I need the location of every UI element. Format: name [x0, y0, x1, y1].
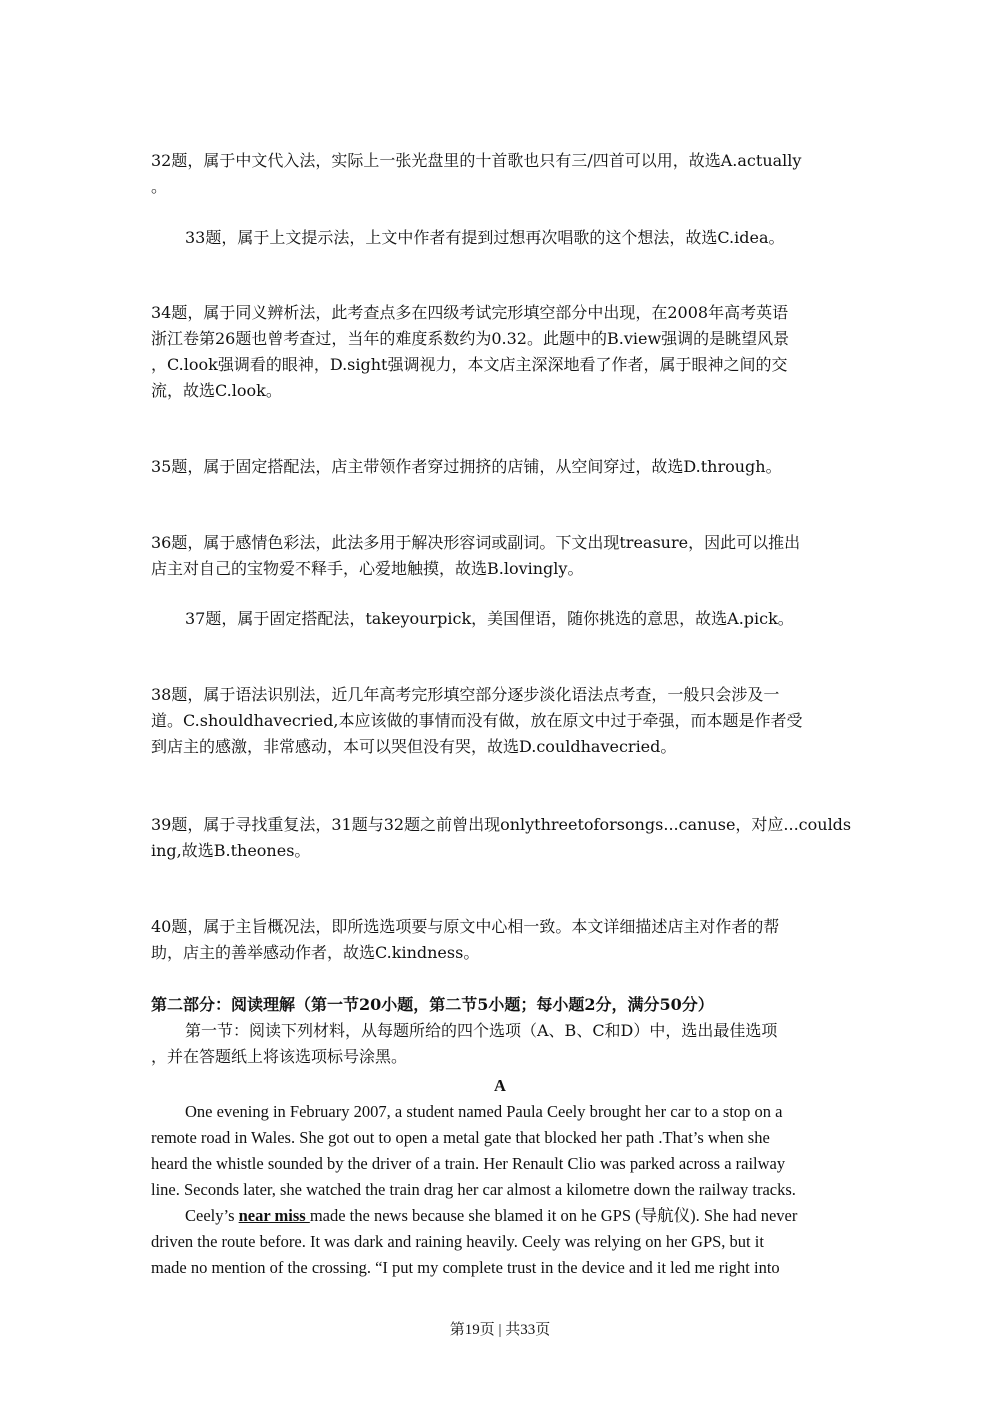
passage-label: A	[494, 1076, 506, 1095]
explanation-q40-line2: 助，店主的善举感动作者，故选C.kindness。	[151, 943, 480, 962]
explanation-q39-line1: 39题，属于寻找重复法，31题与32题之前曾出现onlythreetoforsongs...canuse，对应...coulds	[151, 815, 852, 834]
section-instruction-line1: 第一节：阅读下列材料，从每题所给的四个选项（A、B、C和D）中，选出最佳选项	[185, 1021, 778, 1040]
explanation-q34-line2: 浙江卷第26题也曾考查过，当年的难度系数约为0.32。此题中的B.view强调的是眺望风景	[151, 329, 790, 348]
explanation-q38-line3: 到店主的感激，非常感动，本可以哭但没有哭，故选D.couldhavecried。	[151, 737, 677, 756]
passage-p1-line3: heard the whistle sounded by the driver of a train. Her Renault Clio was parked across a railway	[151, 1154, 786, 1173]
explanation-q33-line1: 33题，属于上文提示法，上文中作者有提到过想再次唱歌的这个想法，故选C.idea。	[185, 228, 785, 247]
passage-p2-line3: made no mention of the crossing. “I put my complete trust in the device and it led me right into	[151, 1258, 780, 1277]
passage-p2-line2: driven the route before. It was dark and raining heavily. Ceely was relying on her GPS, but it	[151, 1232, 764, 1251]
explanation-q34-line1: 34题，属于同义辨析法，此考查点多在四级考试完形填空部分中出现，在2008年高考英语	[151, 303, 789, 322]
explanation-q38-line2: 道。C.shouldhavecried,本应该做的事情而没有做，放在原文中过于牵强，而本题是作者受	[151, 711, 803, 730]
section-heading: 第二部分：阅读理解（第一节20小题，第二节5小题；每小题2分，满分50分）	[151, 995, 714, 1014]
explanation-q36-line1: 36题，属于感情色彩法，此法多用于解决形容词或副词。下文出现treasure，因此可以推出	[151, 533, 801, 552]
passage-p2-prefix: Ceely’s	[185, 1206, 239, 1225]
explanation-q40-line1: 40题，属于主旨概况法，即所选选项要与原文中心相一致。本文详细描述店主对作者的帮	[151, 917, 780, 936]
explanation-q38-line1: 38题，属于语法识别法，近几年高考完形填空部分逐步淡化语法点考查，一般只会涉及一	[151, 685, 780, 704]
page-number-footer: 第19页 | 共33页	[449, 1322, 551, 1338]
passage-p2-rest: made the news because she blamed it on he GPS (导航仪). She had never	[309, 1206, 798, 1225]
explanation-q35-line1: 35题，属于固定搭配法，店主带领作者穿过拥挤的店铺，从空间穿过，故选D.through。	[151, 457, 782, 476]
explanation-q37-line1: 37题，属于固定搭配法，takeyourpick，美国俚语，随你挑选的意思，故选A.pick。	[185, 609, 794, 628]
passage-p1-line1: One evening in February 2007, a student named Paula Ceely brought her car to a stop on a	[185, 1102, 783, 1121]
explanation-q36-line2: 店主对自己的宝物爱不释手，心爱地触摸，故选B.lovingly。	[151, 559, 584, 578]
explanation-q34-line3: ，C.look强调看的眼神，D.sight强调视力，本文店主深深地看了作者，属于眼神之间的交	[151, 355, 788, 374]
explanation-q34-line4: 流，故选C.look。	[151, 381, 282, 400]
underlined-phrase: near miss	[238, 1206, 310, 1225]
section-instruction-line2: ，并在答题纸上将该选项标号涂黑。	[151, 1047, 408, 1066]
explanation-q39-line2: ing,故选B.theones。	[151, 841, 311, 860]
explanation-q32-line1: 32题，属于中文代入法，实际上一张光盘里的十首歌也只有三/四首可以用，故选A.actually	[151, 151, 802, 170]
passage-p1-line2: remote road in Wales. She got out to open a metal gate that blocked her path .That’s when she	[151, 1128, 770, 1147]
passage-p2-line1	[185, 1203, 797, 1229]
passage-p1-line4: line. Seconds later, she watched the train drag her car almost a kilometre down the railway tracks.	[151, 1180, 796, 1199]
explanation-q32-line2: 。	[151, 177, 168, 196]
